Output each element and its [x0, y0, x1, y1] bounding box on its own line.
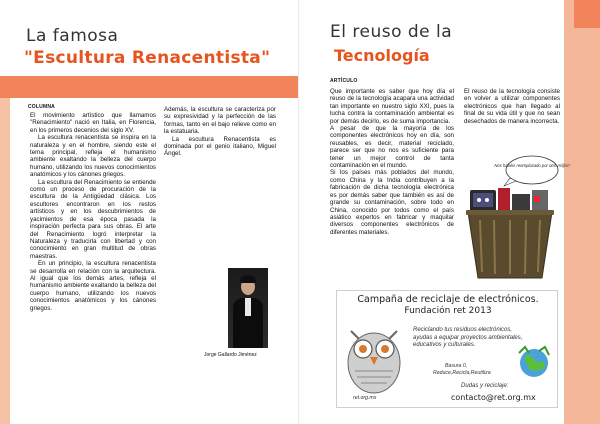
ad-subtitle: Fundación ret 2013 [404, 306, 492, 316]
paragraph: El reuso de la tecnología consiste en volver a utilizar componentes electrónicos que han llegado al final de su vida útil y que no sean desechados de manera incorrecta. [464, 88, 560, 125]
ad-motto-line2: Reduce,Recicla,Reutiliza [433, 370, 491, 376]
recycle-bin-illustration [466, 150, 570, 280]
ad-title: Campaña de reciclaje de electrónicos. [357, 294, 539, 305]
robot-owl-icon [343, 319, 405, 395]
paragraph: La escultura Renacentista es dominada por el genio italiano, Miguel Ángel. [164, 135, 276, 158]
left-column-1 [30, 112, 156, 312]
ad-contact-email[interactable]: contacto@ret.org.mx [451, 393, 536, 402]
left-accent-strip [0, 98, 10, 424]
speech-bubble-text: Nos habéis reemplazado por otro m@s!! [494, 163, 570, 168]
author-caption: Jorge Gallardo Jiménez [204, 352, 257, 358]
paragraph: El movimiento artístico que llamamos "Renacimiento" nació en Italia, en Florencia, en los primeros decenios del siglo XV. [30, 112, 156, 134]
right-top-band [574, 0, 600, 28]
ad-site[interactable]: ret.org.mx [353, 395, 377, 401]
right-section-label: ARTÍCULO [330, 78, 358, 84]
right-title-line2: Tecnología [334, 46, 430, 65]
ad-slogan: Reciclando tus residuos electrónicos, ayudas a equipar proyectos ambientales, educativos y culturales. [413, 327, 523, 349]
device-icon [512, 194, 530, 210]
left-title-line1: La famosa [26, 26, 119, 46]
author-photo [228, 268, 268, 348]
paragraph: A pesar de que la mayoría de los componentes electrónicos hoy en día, son reusables, es decir, material reciclado, parece ser que no nos es suficiente para tener un mejor control de tanta contaminación en el mundo. [330, 125, 454, 170]
paragraph: La escultura del Renacimiento se entiende como un proceso de procuración de la escultura de la Antigüedad clásica. Los escultores encontraron en los restos artísticos y en los descubrimientos de yacimientos de esa época pasada la inspiración perfecta para sus obras. El arte del Renacimiento logró interpretar la Naturaleza y traducirla con libertad y con conocimiento en gran multitud de obras maestras. [30, 178, 156, 260]
left-title-line2: "Escultura Renacentista" [24, 48, 271, 68]
right-title-line1: El reuso de la [330, 22, 453, 42]
recycle-globe-icon [515, 345, 553, 379]
right-side-band [564, 0, 600, 424]
left-section-label: COLUMNA [28, 104, 55, 110]
left-header-band [0, 76, 300, 98]
left-column-2 [164, 106, 276, 158]
paragraph: Que importante es saber que hoy día el reuso de la tecnología acapara una actividad tan importante en nuestro siglo XXI, pues la lucha contra la contaminación ambiental es por demás decirlo, es de suma importancia. [330, 88, 454, 125]
paragraph: Además, la escultura se caracteriza por su expresividad y la perfección de las formas, tanto en el bajo relieve como en la estatuaria. [164, 106, 276, 136]
paragraph: La escultura renacentista se inspira en la naturaleza y en el hombre, siendo este el tema principal, refleja el humanismo ambiente exaltando la belleza del cuerpo humano, utilizando los nuevos conocimientos anatómicos y los cánones griegos. [30, 134, 156, 179]
ad-motto-line1: Basura 0, [445, 363, 468, 369]
recycling-campaign-ad [336, 290, 558, 408]
ad-contact-label: Dudas y reciclaje: [461, 383, 509, 389]
right-column-1 [330, 88, 454, 236]
paragraph: Si los países más poblados del mundo, como China y la India contribuyen a la fabricación de dicha tecnología electrónica es por demás saber que también es así de grande su contaminación, sobre todo en China, conocido por todos como el país asiático expertos en fabricar y maquilar diversos componentes electrónicos de diferentes materiales. [330, 169, 454, 236]
phone-icon [498, 188, 510, 212]
right-column-2 [464, 88, 560, 125]
paragraph: En un principio, la escultura renacentista se desarrolla en relación con la arquitectura. Al igual que los demás artes, refleja el humanismo ambiente exaltando la belleza del cuerpo humano, utilizando los nuevos conocimientos anatómicos y los cánones griegos. [30, 260, 156, 312]
